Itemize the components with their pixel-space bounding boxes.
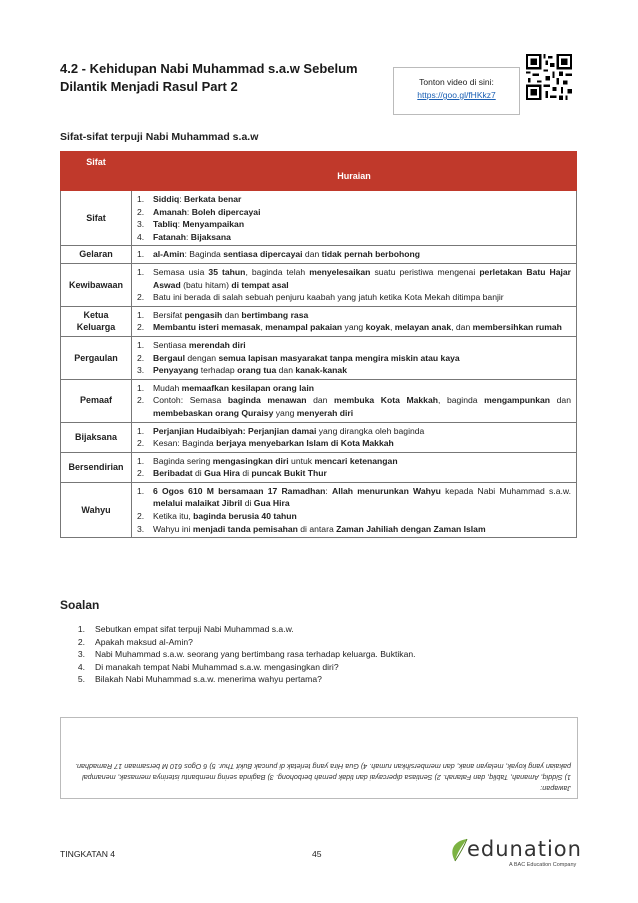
list-item (137, 437, 571, 450)
logo-tagline: A BAC Education Company (509, 862, 577, 868)
logo-word: edunation (467, 837, 582, 861)
text-segment: , baginda (437, 395, 485, 406)
page-title: 4.2 - Kehidupan Nabi Muhammad s.a.w Sebelum Dilantik Menjadi Rasul Part 2 (60, 61, 358, 94)
text-segment: semua lapisan masyarakat tanpa mengira miskin atau kaya (218, 352, 460, 363)
text-segment: : (179, 194, 185, 204)
list-item (137, 467, 571, 480)
text-segment: , (389, 322, 395, 333)
list-item (137, 523, 571, 536)
item-number: 4. (137, 231, 145, 242)
answer-text: 1) Siddiq, Amanah, Tabliq, dan Fatanah. 2) Sentiasa dipercayai dan tidak pernah berbohong. 3) Baginda sering membantu isterinya memasak, menampal pakaian yang koyak, melayan anak, dan membersihkan rumah. 4) Gua Hira yang terletak di puncak Bukit Thur. 5) 6 Ogos 610 M bersamaan 17 Ramadhan. (75, 762, 571, 782)
list-item (137, 510, 571, 523)
item-number: 2. (137, 292, 145, 303)
item-text (153, 382, 571, 395)
item-text (153, 364, 571, 377)
text-segment: : (177, 219, 183, 230)
item-number: 3. (137, 219, 145, 230)
item-number: 1. (137, 485, 145, 496)
list-item (137, 339, 571, 352)
question-item (60, 673, 416, 686)
list-item (137, 291, 571, 304)
text-segment: Baginda sering (153, 455, 213, 466)
row-description (132, 482, 577, 537)
row-description (132, 336, 577, 379)
text-segment: dan (306, 395, 335, 406)
text-segment: perletakan Batu Hajar Aswad (153, 266, 572, 290)
text-segment: 6 Ogos 610 M bersamaan 17 Ramadhan (153, 485, 326, 496)
list-item (137, 321, 571, 334)
text-segment: di antara (297, 523, 337, 534)
video-box (393, 67, 520, 115)
text-segment: menyelesaikan (309, 266, 371, 277)
item-text (153, 339, 571, 352)
item-number: 1. (137, 249, 145, 260)
list-item (137, 485, 571, 510)
text-segment: dengan (185, 352, 219, 363)
table-row (61, 422, 577, 452)
text-segment: yang (342, 322, 366, 333)
question-number: 1. (77, 624, 85, 634)
text-segment: membuka Kota Makkah (334, 395, 438, 406)
text-segment: yang (273, 407, 297, 418)
item-text (153, 291, 571, 304)
question-number: 4. (77, 661, 85, 672)
question-text: Sebutkan empat sifat terpuji Nabi Muhammad s.a.w. (95, 624, 294, 634)
text-segment: Tabliq (153, 219, 178, 230)
item-text (153, 437, 571, 450)
list-item (137, 364, 571, 377)
list-item (137, 455, 571, 468)
text-segment: Berkata benar (184, 194, 242, 204)
text-segment: di (242, 498, 254, 509)
text-segment: koyak (365, 322, 390, 333)
text-segment: membebaskan orang Quraisy (153, 407, 274, 418)
text-segment: dan (550, 395, 571, 406)
text-segment: yang dirangka oleh baginda (316, 425, 425, 436)
text-segment: memaafkan kesilapan orang lain (181, 382, 314, 393)
question-number: 2. (77, 636, 85, 647)
row-category: Pemaaf (61, 379, 132, 422)
row-category: Bersendirian (61, 452, 132, 482)
text-segment: suatu peristiwa mengenai (370, 266, 480, 277)
text-segment: Ketika itu, (153, 511, 194, 522)
row-description (132, 379, 577, 422)
edunation-logo (445, 835, 580, 873)
text-segment: di (239, 468, 252, 479)
text-segment: Boleh dipercayai (191, 206, 261, 217)
text-segment: kepada Nabi Muhammad s.a.w. (440, 485, 571, 496)
item-number: 2. (137, 438, 145, 449)
text-segment: melayan anak (394, 322, 452, 333)
item-number: 1. (137, 382, 145, 393)
list-item (137, 382, 571, 395)
text-segment: baginda menawan (227, 395, 307, 406)
text-segment: Allah menurunkan Wahyu (332, 485, 441, 496)
section-title: Sifat-sifat terpuji Nabi Muhammad s.a.w (60, 131, 259, 143)
question-text: Bilakah Nabi Muhammad s.a.w. menerima wahyu pertama? (95, 674, 322, 685)
row-description (132, 452, 577, 482)
table-header-sifat: Sifat (61, 152, 132, 191)
text-segment: sentiasa dipercayai (223, 249, 303, 260)
answer-label: Jawapan: (540, 784, 571, 793)
item-number: 1. (137, 339, 145, 350)
row-category: Wahyu (61, 482, 132, 537)
video-label: Tonton video di sini: (419, 77, 494, 87)
text-segment: merendah diri (188, 339, 246, 350)
answer-box (60, 717, 578, 799)
text-segment: di (192, 468, 205, 479)
page-number: 45 (312, 849, 322, 859)
question-text: Di manakah tempat Nabi Muhammad s.a.w. mengasingkan diri? (95, 661, 339, 672)
row-description (132, 306, 577, 336)
text-segment: Amanah (153, 206, 187, 217)
table-row (61, 379, 577, 422)
question-number: 5. (77, 674, 85, 685)
item-number: 3. (137, 365, 145, 376)
item-text (153, 218, 571, 231)
item-text (153, 248, 571, 261)
row-category: Pergaulan (61, 336, 132, 379)
text-segment: puncak Bukit Thur (251, 468, 327, 479)
text-segment: : (186, 206, 192, 217)
text-segment: (batu hitam) (180, 279, 232, 290)
item-number: 1. (137, 309, 145, 320)
text-segment: , dan (451, 322, 473, 333)
row-category: Bijaksana (61, 422, 132, 452)
row-description (132, 191, 577, 246)
item-text (153, 510, 571, 523)
list-item (137, 394, 571, 419)
row-category: Ketua Keluarga (61, 306, 132, 336)
text-segment: mencari ketenangan (314, 455, 398, 466)
text-segment: untuk (288, 455, 315, 466)
item-text (153, 394, 571, 419)
text-segment: baginda berusia 40 tahun (193, 511, 297, 522)
row-category: Sifat (61, 191, 132, 246)
row-description (132, 422, 577, 452)
text-segment: mengampunkan (484, 395, 551, 406)
table-row (61, 482, 577, 537)
text-segment: 35 tahun (208, 266, 246, 277)
text-segment: orang tua (237, 365, 277, 376)
item-number: 1. (137, 266, 145, 277)
text-segment: Sentiasa (153, 339, 189, 350)
text-segment: : (325, 485, 333, 496)
item-number: 2. (137, 511, 145, 522)
text-segment: di tempat asal (231, 279, 289, 290)
text-segment: Menyampaikan (182, 219, 245, 230)
text-segment: : Baginda (184, 249, 224, 260)
table-row (61, 452, 577, 482)
text-segment: kanak-kanak (295, 365, 347, 376)
table-row (61, 336, 577, 379)
list-item (137, 352, 571, 365)
qr-code-icon[interactable] (526, 54, 572, 100)
row-description (132, 246, 577, 264)
text-segment: al-Amin (153, 249, 185, 260)
text-segment: Fatanah (153, 231, 186, 242)
table-row (61, 306, 577, 336)
text-segment: Bersifat (153, 309, 185, 320)
text-segment: mengasingkan diri (212, 455, 289, 466)
table-row (61, 191, 577, 246)
row-description (132, 263, 577, 306)
question-number: 3. (77, 649, 85, 660)
text-segment: Kesan: Baginda (153, 438, 217, 449)
text-segment: Bergaul (153, 352, 185, 363)
item-text (153, 321, 571, 334)
item-text (153, 485, 571, 510)
text-segment: Bijaksana (190, 231, 231, 242)
row-category: Kewibawaan (61, 263, 132, 306)
item-number: 2. (137, 322, 145, 333)
text-segment: , (260, 322, 266, 333)
text-segment: tidak pernah berbohong (321, 249, 421, 260)
text-segment: Batu ini berada di salah sebuah penjuru kaabah yang jatuh ketika Kota Mekah ditimpa banjir (153, 292, 504, 303)
text-segment: Contoh: Semasa (153, 395, 228, 406)
row-category: Gelaran (61, 246, 132, 264)
text-segment: Penyayang (153, 365, 199, 376)
item-number: 2. (137, 206, 145, 217)
item-number: 1. (137, 425, 145, 436)
question-item (60, 623, 416, 636)
question-item (60, 661, 416, 674)
list-item (137, 231, 571, 244)
text-segment: Gua Hira (204, 468, 240, 479)
item-number: 2. (137, 395, 145, 406)
list-item (137, 309, 571, 322)
question-text: Apakah maksud al-Amin? (95, 636, 193, 647)
item-number: 2. (137, 352, 145, 363)
text-segment: melalui malaikat Jibril (153, 498, 243, 509)
table-body (61, 191, 577, 538)
footer-level: TINGKATAN 4 (60, 849, 116, 859)
table-header-huraian: Huraian (132, 152, 577, 191)
item-number: 1. (137, 194, 145, 204)
text-segment: Semasa usia (153, 266, 209, 277)
item-text (153, 467, 571, 480)
text-segment: : (185, 231, 191, 242)
item-text (153, 455, 571, 468)
item-number: 1. (137, 455, 145, 466)
list-item (137, 193, 571, 206)
text-segment: Gua Hira (253, 498, 290, 509)
text-segment: Beribadat (153, 468, 193, 479)
table-row (61, 263, 577, 306)
soalan-list (60, 623, 416, 686)
list-item (137, 206, 571, 219)
item-text (153, 206, 571, 219)
text-segment: , baginda telah (245, 266, 310, 277)
item-number: 3. (137, 523, 145, 534)
text-segment: menjadi tanda pemisahan (192, 523, 298, 534)
question-item (60, 648, 416, 661)
list-item (137, 266, 571, 291)
question-text: Nabi Muhammad s.a.w. seorang yang bertimbang rasa terhadap keluarga. Buktikan. (95, 649, 416, 660)
text-segment: Mudah (153, 382, 182, 393)
table-row (61, 246, 577, 264)
item-number: 2. (137, 468, 145, 479)
list-item (137, 218, 571, 231)
item-text (153, 193, 571, 206)
item-text (153, 231, 571, 244)
sifat-table (60, 151, 577, 538)
list-item (137, 425, 571, 438)
item-text (153, 309, 571, 322)
text-segment: bertimbang rasa (241, 309, 309, 320)
video-link[interactable]: https://goo.gl/fHKkz7 (417, 90, 496, 100)
item-text (153, 352, 571, 365)
text-segment: Siddiq (153, 194, 180, 204)
text-segment: membersihkan rumah (472, 322, 562, 333)
text-segment: dan (222, 309, 242, 320)
question-item (60, 636, 416, 649)
text-segment: dan (302, 249, 322, 260)
text-segment: Zaman Jahiliah dengan Zaman Islam (336, 523, 486, 534)
item-text (153, 266, 571, 291)
soalan-heading: Soalan (60, 598, 100, 612)
text-segment: Membantu isteri memasak (153, 322, 261, 333)
text-segment: Perjanjian Hudaibiyah: Perjanjian damai (153, 425, 317, 436)
text-segment: berjaya menyebarkan Islam di Kota Makkah (216, 438, 394, 449)
item-text (153, 425, 571, 438)
text-segment: menyerah diri (296, 407, 354, 418)
item-text (153, 523, 571, 536)
text-segment: menampal pakaian (265, 322, 343, 333)
text-segment: terhadap (198, 365, 238, 376)
answer-upside-down (61, 718, 579, 800)
text-segment: Wahyu ini (153, 523, 193, 534)
list-item (137, 248, 571, 261)
text-segment: dan (276, 365, 296, 376)
text-segment: pengasih (184, 309, 223, 320)
